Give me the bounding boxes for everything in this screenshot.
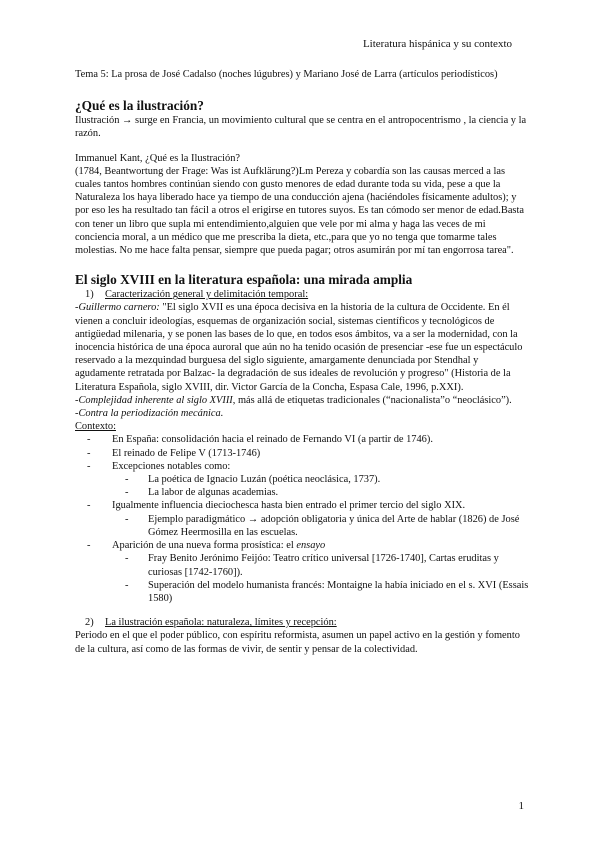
item2-number: 2) [85,617,94,629]
document-body [75,68,530,656]
section-heading-siglo-xviii: El siglo XVIII en la literatura española: una mirada amplia [75,272,413,288]
item1-heading [75,288,530,301]
running-header: Literatura hispánica y su contexto [362,38,512,50]
carnero-text: "El siglo XVII es una época decisiva en la historia de la cultura de Occidente. En él vienen a concluir ideologías, esquemas de organización social, sistemas científicos y tecnológicos de antigüedad milenaria, y se ponen las bases de lo que, en todos esos ámbitos, va a ser la modernidad, con la inocencia histórica de una época auroral que aún no ha tenido ocasión de presenciar -ese fue un espectáculo reservado a la mezquindad burguesa del siglo siguiente, amargamente denunciada por Stendhal y agudamente retratada por Balzac- la degradación de sus ideales de revolución y progreso" (Historia de la Literatura Española, siglo XVIII, dir. Victor García de la Concha, Espasa Cale, 1996, p.XXI). [75,302,523,393]
complexity-line [75,394,530,407]
sub-list-item: - Superación del modelo humanista francés: Montaigne la había iniciado en el s. XVI (Essais 1580) [125,579,529,604]
sub-list-item: - La poética de Ignacio Luzán (poética neoclásica, 1737). [125,474,381,486]
sub-list-item: - La labor de algunas academias. [125,487,279,499]
ilustracion-definition: Ilustración → surge en Francia, un movimiento cultural que se centra en el antropocentrismo , la ciencia y la razón. [75,115,527,140]
context-list [75,433,530,605]
list-item: - Igualmente influencia dieciochesca hasta bien entrado el primer tercio del siglo XIX. [87,500,466,512]
context-label: Contexto: [75,421,116,433]
list-item: - Excepciones notables como: [87,460,231,472]
item2-text: Periodo en el que el poder público, con espíritu reformista, asumen un papel activo en la gestión y fomento de la cultura, así como de las formas de vivir, de sentir y pensar de la colectividad. [75,630,520,655]
item1-title: Caracterización general y delimitación temporal: [105,289,309,301]
list-item: - Aparición de una nueva forma prosística: el ensayo [87,540,326,552]
topic-line: Tema 5: La prosa de José Cadalso (noches lúgubres) y Mariano José de Larra (artículos periodísticos) [75,69,498,80]
complexity-italic: -Complejidad inherente al siglo XVIII [75,394,233,406]
sub-list-item: - Ejemplo paradigmático → adopción obligatoria y única del Arte de hablar (1826) de José Gómez Heermosilla en las escuelas. [125,513,520,538]
carnero-quote [75,301,530,393]
list-item: - En España: consolidación hacia el reinado de Fernando VI (a partir de 1746). [87,434,433,446]
periodization-line: -Contra la periodización mecánica. [75,408,224,420]
item2-title: La ilustración española: naturaleza, límites y recepción: [105,617,337,629]
page-number: 1 [518,800,524,812]
section-heading-ilustracion: ¿Qué es la ilustración? [75,98,204,114]
complexity-rest: , más allá de etiquetas tradicionales (“nacionalista”o “neoclásico”). [232,394,512,406]
list-item: - El reinado de Felipe V (1713-1746) [87,447,261,459]
kant-title: Immanuel Kant, ¿Qué es la Ilustración? [75,152,241,164]
item2-heading [75,616,530,629]
item1-number: 1) [85,289,94,301]
carnero-author: -Guillermo carnero: [75,302,160,314]
sub-list-item: - Fray Benito Jerónimo Feijóo: Teatro crítico universal [1726-1740], Cartas eruditas y curiosas [1742-1760]). [125,553,499,578]
kant-quote: (1784, Beantwortung der Frage: Was ist Aufklärung?)Lm Pereza y cobardía son las causas merced a las cuales tantos hombres continúan siendo con gusto menores de edad durante toda su vida, pese a que la Naturaleza los haya liberado hace ya tiempo de una conducción ajena (haciéndoles físicamente adultos); y por eso les ha resultado tan fácil a otros el erigirse en tutores suyos. Es tan cómodo ser menor de edad.Basta con tener un libro que supla mi entendimiento,alguien que vele por mi alma y haga las veces de mi conciencia moral, a un médico que me prescriba la dieta, etc.,para que yo no tenga que tomarme tales molestias. No me hace falta pensar, siempre que pueda pagar; otros asumirán por mí tan engorrosa tarea". [75,165,524,257]
